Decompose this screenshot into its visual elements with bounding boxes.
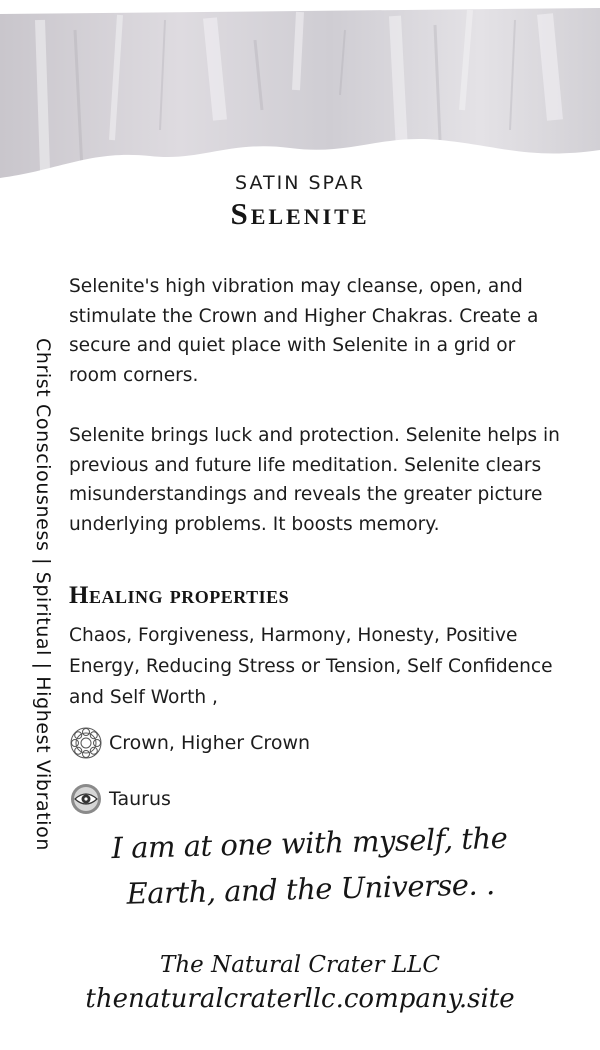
stone-title: Selenite [230,196,370,231]
description-paragraph-2: Selenite brings luck and protection. Selenite helps in previous and future life meditation. Selenite clears misunderstandings and reveals the greater picture underlying problems. It boosts memory. [69,425,560,535]
eye-icon [69,782,103,816]
affirmation-quote: I am at one with myself, the Earth, and the Universe. . [111,820,508,911]
company-name: The Natural Crater LLC [160,952,440,978]
crown-chakra-icon [69,726,103,760]
healing-properties-list: Chaos, Forgiveness, Harmony, Honesty, Positive Energy, Reducing Stress or Tension, Self Confidence and Self Worth , [69,625,553,708]
description-paragraph-1: Selenite's high vibration may cleanse, open, and stimulate the Crown and Higher Chakras. Create a secure and quiet place with Selenite in a grid or room corners. [69,276,539,386]
zodiac-label: Taurus [109,788,171,810]
zodiac-row [69,782,171,816]
company-website: thenaturalcraterllc.company.site [85,984,515,1014]
stone-subtitle: SATIN SPAR [235,172,365,194]
chakra-label: Crown, Higher Crown [109,732,311,754]
chakra-row [69,726,310,760]
healing-properties-heading: Healing properties [69,582,290,609]
vertical-keywords: Christ Consciousness | Spiritual | Highest Vibration [32,338,54,852]
